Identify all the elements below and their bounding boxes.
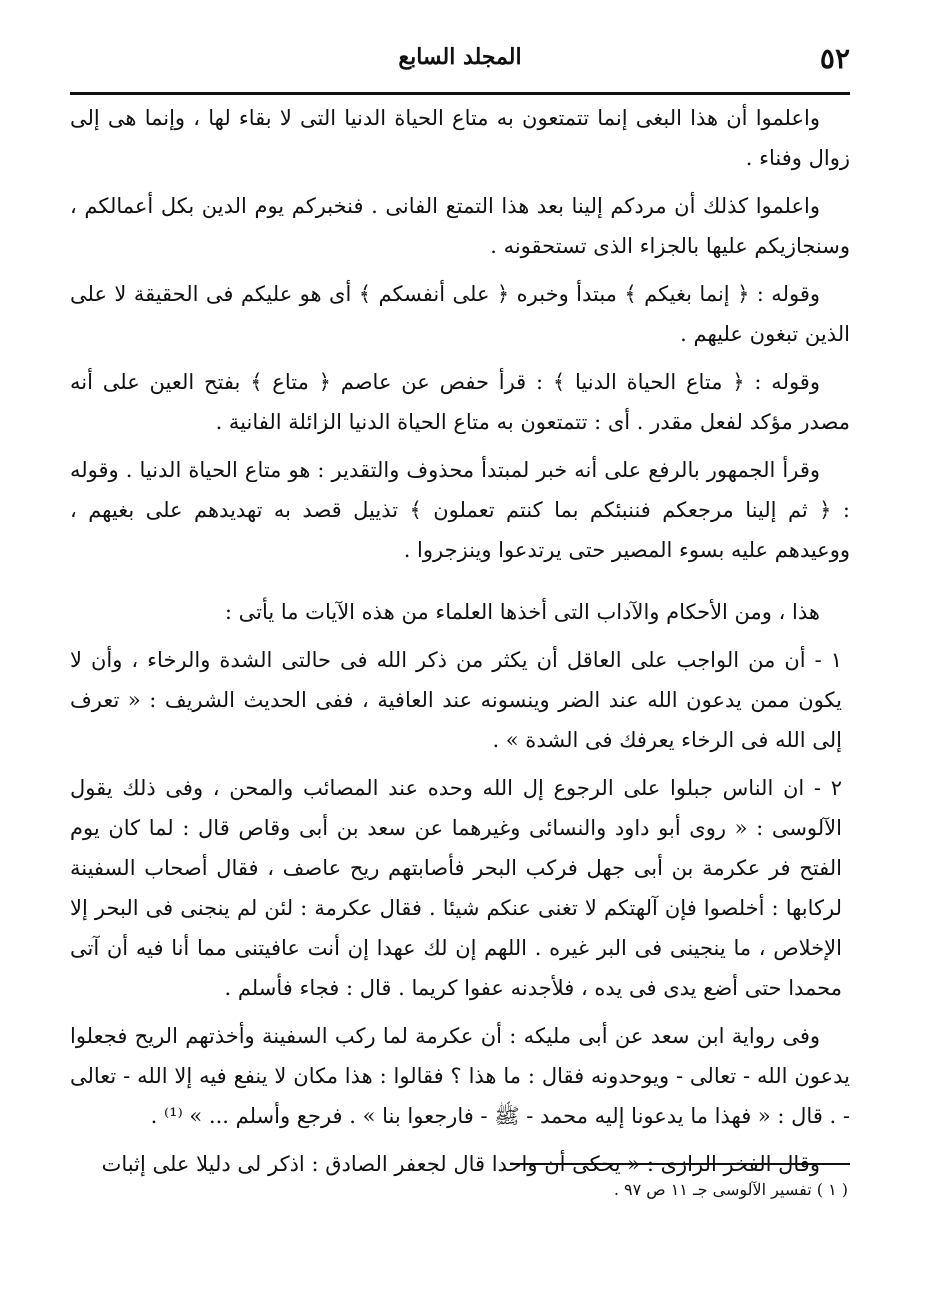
footnote: ( ١ ) تفسير الآلوسى جـ ١١ ص ٩٧ . [613,1180,848,1199]
paragraph: واعلموا كذلك أن مردكم إلينا بعد هذا التمتع الفانى . فنخبركم يوم الدين بكل أعمالكم ، وسنجازيكم عليها بالجزاء الذى تستحقونه . [70,194,850,258]
header-rule [70,92,850,95]
paragraph: وقرأ الجمهور بالرفع على أنه خبر لمبتدأ محذوف والتقدير : هو متاع الحياة الدنيا . وقوله : ﴿ ثم إلينا مرجعكم فننبئكم بما كنتم تعملون ﴾ تذييل قصد به تهديدهم على بغيهم ، ووعيدهم عليه بسوء المصير حتى يرتدعوا وينزجروا . [70,458,850,562]
paragraph: وقوله : ﴿ متاع الحياة الدنيا ﴾ : قرأ حفص عن عاصم ﴿ متاع ﴾ بفتح العين على أنه مصدر مؤكد لفعل مقدر . أى : تتمتعون به متاع الحياة الدنيا الزائلة الفانية . [70,370,850,434]
list-item: ١ - أن من الواجب على العاقل أن يكثر من ذكر الله فى حالتى الشدة والرخاء ، وأن لا يكون ممن يدعون الله عند الضر وينسونه عند العافية ، ففى الحديث الشريف : « تعرف إلى الله فى الرخاء يعرفك فى الشدة » . [70,648,842,752]
paragraph: هذا ، ومن الأحكام والآداب التى أخذها العلماء من هذه الآيات ما يأتى : [224,600,820,624]
list-item: ٢ - ان الناس جبلوا على الرجوع إل الله وحده عند المصائب والمحن ، وفى ذلك يقول الآلوسى : « روى أبو داود والنسائى وغيرهما عن سعد بن أبى وقاص قال : لما كان يوم الفتح فر عكرمة بن أبى جهل فركب البحر فأصابتهم ريح عاصف ، فقال أصحاب السفينة لركابها : أخلصوا فإن آلهتكم لا تغنى عنكم شيئا . فقال عكرمة : لئن لم ينجنى فى البحر إلا الإخلاص ، ما ينجينى فى البر غيره . اللهم إن لك عهدا إن أنت عافيتنى مما أنا فيه أن آتى محمدا حتى أضع يدى فى يده ، فلأجدنه عفوا كريما . قال : فجاء فأسلم . [70,776,842,1000]
page-number: ٥٢ [819,42,850,75]
paragraph: وقوله : ﴿ إنما بغيكم ﴾ مبتدأ وخبره ﴿ على أنفسكم ﴾ أى هو عليكم فى الحقيقة لا على الذين تبغون عليهم . [70,282,850,346]
page-header [70,36,850,80]
section-gap [70,578,850,592]
page-body [70,98,850,1192]
running-title: المجلد السابع [398,44,522,70]
paragraph: وفى رواية ابن سعد عن أبى مليكه : أن عكرمة لما ركب السفينة وأخذتهم الريح فجعلوا يدعون الله - تعالى - ويوحدونه فقال : ما هذا ؟ فقالوا : هذا مكان لا ينفع فيه إلا الله - تعالى - . قال : « فهذا ما يدعونا إليه محمد - ﷺ - فارجعوا بنا » . فرجع وأسلم ... » ⁽¹⁾ . [70,1024,850,1128]
footnote-rule [510,1163,850,1165]
paragraph: وقال الفخر الرازى : « يحكى أن واحدا قال لجعفر الصادق : اذكر لى دليلا على إثبات [101,1152,820,1176]
paragraph: واعلموا أن هذا البغى إنما تتمتعون به متاع الحياة الدنيا التى لا بقاء لها ، وإنما هى إلى زوال وفناء . [70,106,850,170]
